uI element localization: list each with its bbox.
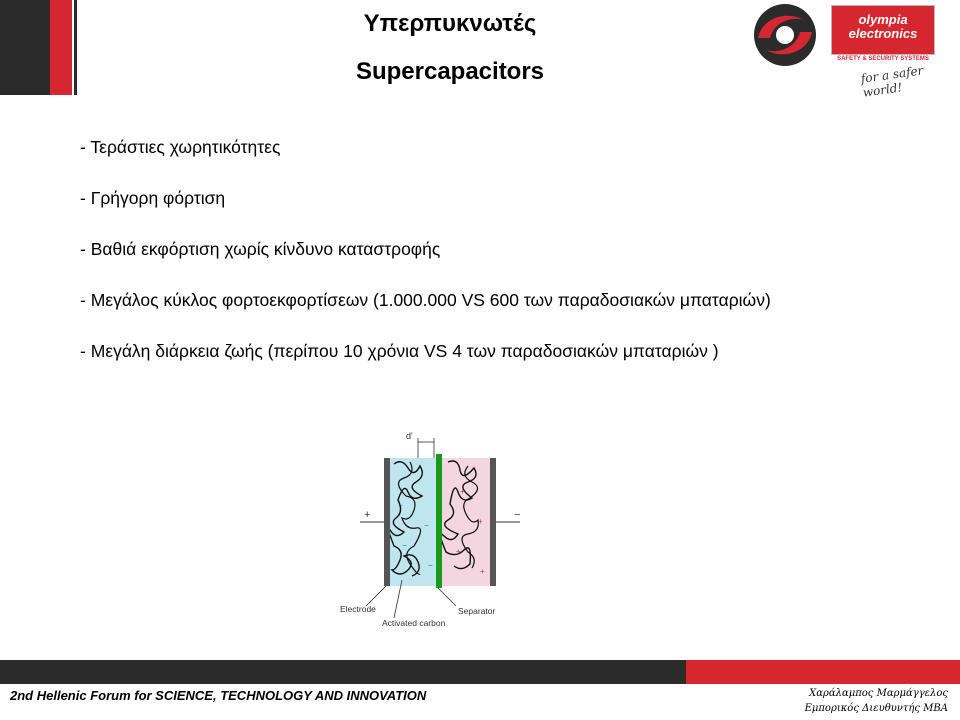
olympia-electronics-logo [752, 0, 960, 100]
activated-carbon-label: Activated carbon [382, 618, 446, 628]
feature-item: - Μεγάλη διάρκεια ζωής (περίπου 10 χρόνια VS 4 των παραδοσιακών μπαταριών ) [80, 341, 719, 361]
author-name: Χαράλαμπος Μαρμάγγελος [809, 688, 948, 699]
right-charge-mark: + [460, 487, 465, 496]
feature-item: - Βαθιά εκφόρτιση χωρίς κίνδυνο καταστροφής [80, 239, 441, 259]
feature-list [80, 136, 771, 391]
electrode-pointer [366, 586, 386, 606]
dimension-label: d' [406, 431, 413, 441]
slide-title-greek: Υπερπυκνωτές [363, 10, 537, 37]
author-title: Εμπορικός Διευθυντής MBA [804, 703, 948, 714]
supercapacitor-diagram [338, 428, 528, 633]
feature-item: - Τεράστιες χωρητικότητες [80, 137, 281, 157]
right-electrode-plate [490, 458, 496, 586]
right-charge-mark: + [480, 567, 485, 576]
separator-label: Separator [458, 606, 496, 616]
left-charge-mark: − [428, 561, 433, 570]
logo-line2: electronics [848, 26, 918, 41]
separator-layer [436, 454, 442, 588]
positive-terminal-label: + [364, 509, 371, 521]
olympia-swirl-icon [752, 2, 818, 68]
logo-line1: olympia [858, 12, 908, 27]
left-charge-mark: − [402, 541, 407, 550]
footer-red-bar [686, 660, 960, 684]
footer-dark-bar [0, 660, 686, 684]
logo-slogan: for a safer world! [860, 63, 925, 100]
logo-tagline: SAFETY & SECURITY SYSTEMS [832, 56, 934, 62]
electrode-label: Electrode [340, 604, 376, 614]
feature-item: - Μεγάλος κύκλος φορτοεκφορτίσεων (1.000.000 VS 600 των παραδοσιακών μπαταριών) [80, 290, 771, 310]
left-electrode-plate [384, 458, 390, 586]
left-charge-mark: − [424, 521, 429, 530]
right-charge-mark: + [456, 547, 461, 556]
left-charge-mark: − [398, 501, 403, 510]
author-signature [805, 686, 948, 716]
logo-brand-box [831, 5, 935, 62]
right-charge-mark: + [478, 517, 483, 526]
separator-pointer [438, 588, 456, 606]
negative-terminal-label: − [514, 509, 521, 521]
slide-title-english: Supercapacitors [355, 58, 545, 85]
feature-item: - Γρήγορη φόρτιση [80, 188, 226, 208]
forum-name: 2nd Hellenic Forum for SCIENCE, TECHNOLOGY AND INNOVATION [10, 688, 427, 703]
